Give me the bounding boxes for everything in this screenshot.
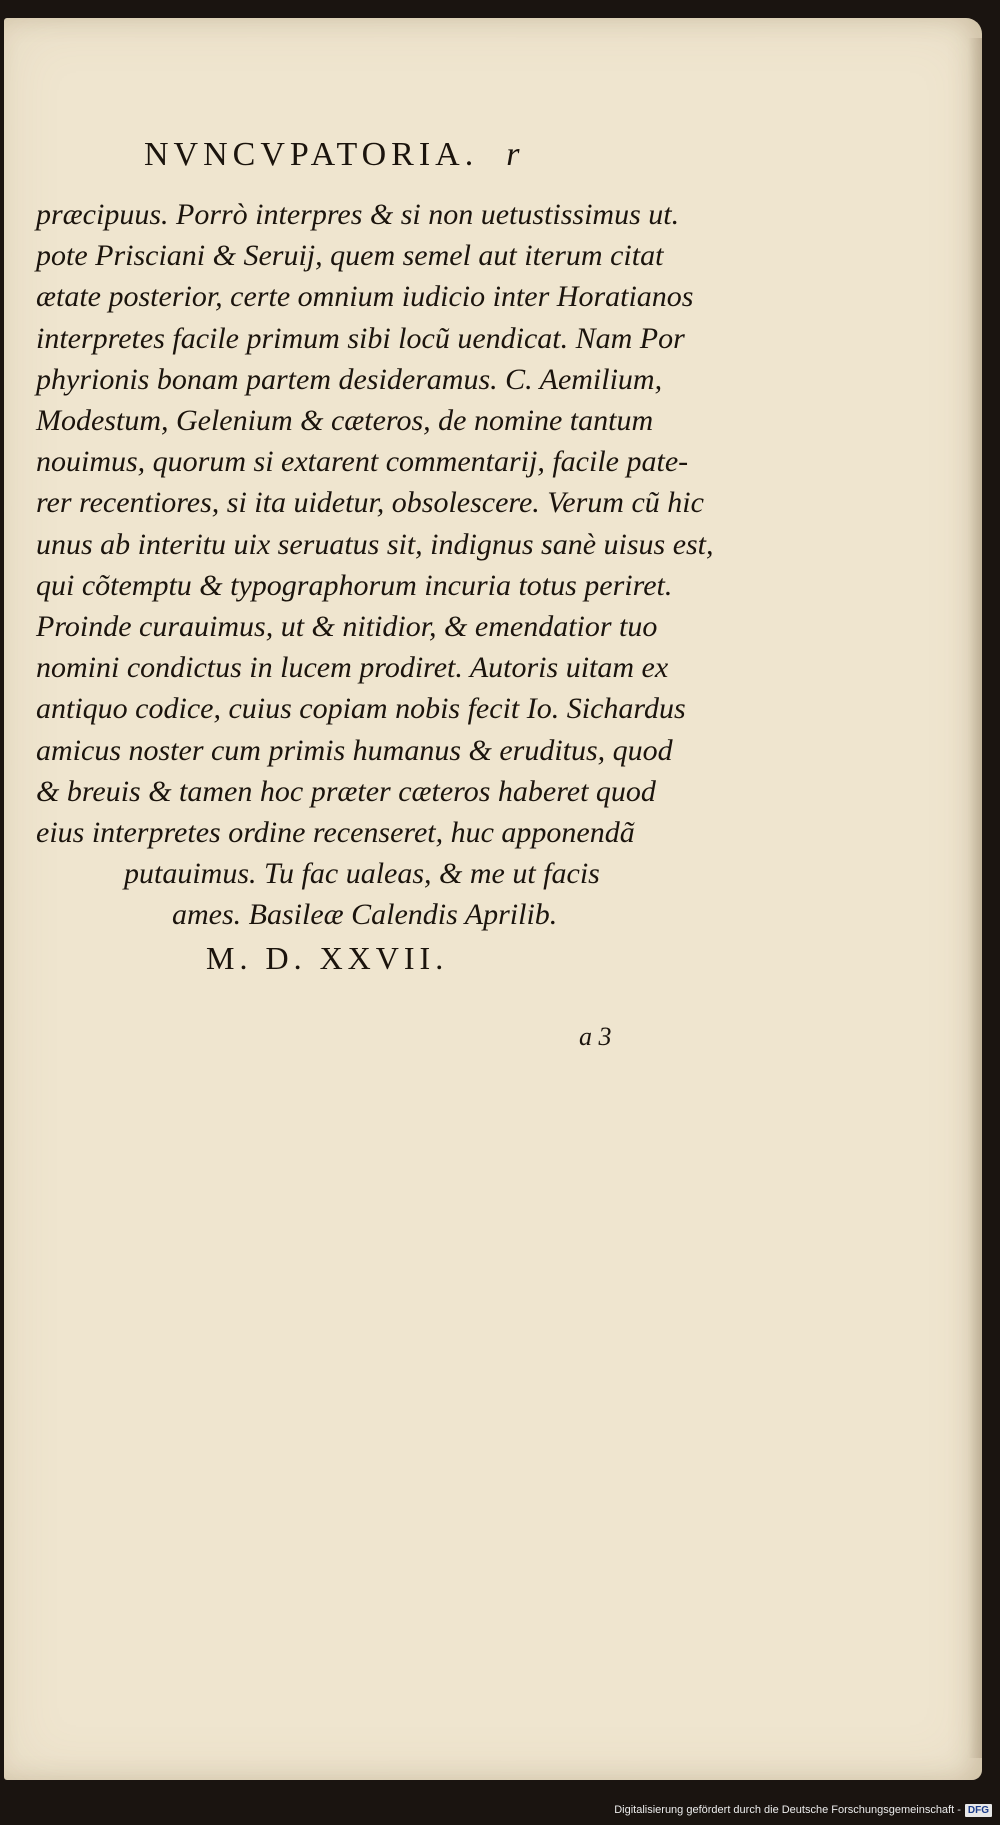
text-line: & breuis & tamen hoc præter cæteros haberet quod xyxy=(36,774,656,808)
closing-line: putauimus. Tu fac ualeas, & me ut facis xyxy=(124,857,600,891)
date-line: M. D. XXVII. xyxy=(206,939,449,976)
text-line: Modestum, Gelenium & cæteros, de nomine tantum xyxy=(36,404,654,438)
running-head xyxy=(36,136,736,194)
folio-number: r xyxy=(506,136,520,173)
text-line: antiquo codice, cuius copiam nobis fecit Io. Sichardus xyxy=(36,692,686,726)
page-edge-shadow xyxy=(968,38,982,1758)
text-line: unus ab interitu uix seruatus sit, indignus sanè uisus est, xyxy=(36,527,714,561)
text-line: phyrionis bonam partem desideramus. C. Aemilium, xyxy=(36,362,663,396)
text-line: interpretes facile primum sibi locũ uendicat. Nam Por xyxy=(36,321,685,355)
text-block xyxy=(36,136,736,979)
text-line: rer recentiores, si ita uidetur, obsolescere. Verum cũ hic xyxy=(36,486,704,520)
text-line: nomini condictus in lucem prodiret. Autoris uitam ex xyxy=(36,651,669,685)
book-page xyxy=(4,18,982,1780)
signature-mark: a 3 xyxy=(579,1022,612,1051)
text-line: eius interpretes ordine recenseret, huc apponendã xyxy=(36,816,635,850)
text-line: Proinde curauimus, ut & nitidior, & emendatior tuo xyxy=(36,610,658,644)
text-line: ætate posterior, certe omnium iudicio inter Horatianos xyxy=(36,280,694,314)
credit-text: Digitalisierung gefördert durch die Deutsche Forschungsgemeinschaft - xyxy=(614,1804,961,1816)
dfg-logo: DFG xyxy=(965,1804,992,1817)
text-line: nouimus, quorum si extarent commentarij, facile pate- xyxy=(36,445,689,479)
body-text xyxy=(36,194,736,979)
closing-line: ames. Basileæ Calendis Aprilib. xyxy=(172,898,558,932)
text-line: præcipuus. Porrò interpres & si non uetustissimus ut. xyxy=(36,198,680,231)
text-line: amicus noster cum primis humanus & eruditus, quod xyxy=(36,733,673,767)
text-line: pote Prisciani & Seruij, quem semel aut iterum citat xyxy=(36,239,664,273)
text-line: qui cõtemptu & typographorum incuria totus periret. xyxy=(36,568,673,602)
running-title: NVNCVPATORIA. xyxy=(144,136,479,173)
digitization-credit xyxy=(614,1801,992,1819)
